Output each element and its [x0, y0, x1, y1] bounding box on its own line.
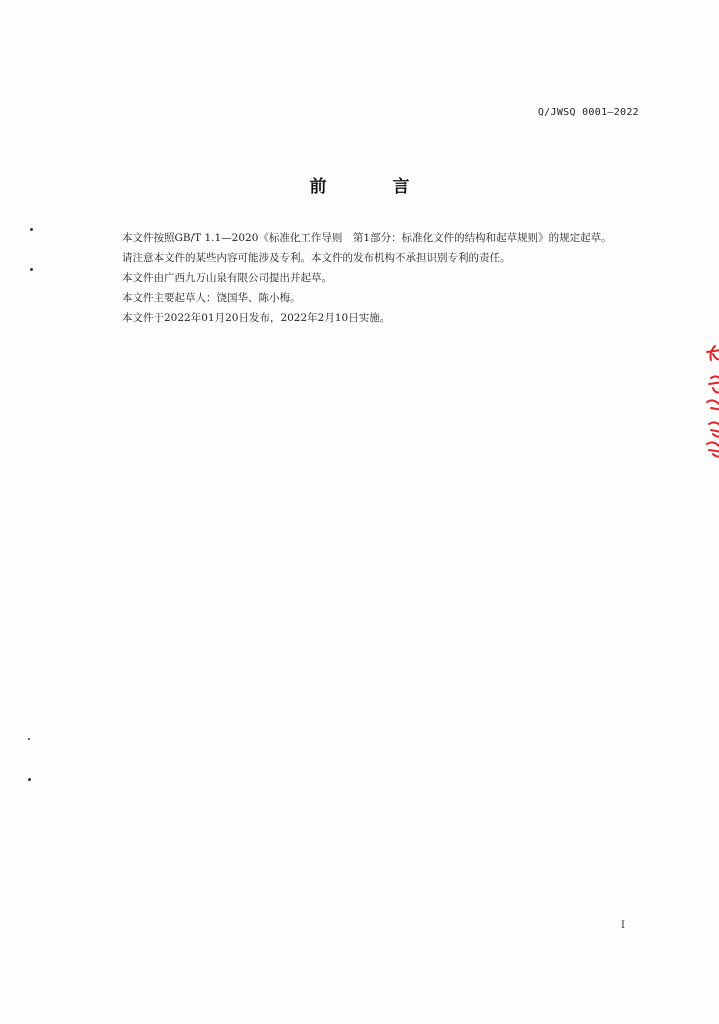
- paragraph-drafters: 本文件主要起草人：饶国华、陈小梅。: [122, 292, 301, 304]
- preface-body: [101, 228, 641, 328]
- paragraph-standard-basis: 本文件按照GB/T 1.1—2020《标准化工作导则 第1部分：标准化文件的结构和起草规则》的规定起草。: [122, 232, 612, 244]
- document-code: Q/JWSQ 0001—2022: [537, 107, 639, 118]
- scan-speck: [30, 268, 33, 271]
- paragraph-patent-notice: 请注意本文件的某些内容可能涉及专利。本文件的发布机构不承担识别专利的责任。: [122, 252, 511, 264]
- seal-stamp-fragment: [701, 340, 719, 460]
- section-title: 前 言: [309, 177, 440, 197]
- scan-speck: [30, 228, 33, 231]
- paragraph-proposer: 本文件由广西九万山泉有限公司提出并起草。: [122, 272, 332, 284]
- paragraph-dates: 本文件于2022年01月20日发布，2022年2月10日实施。: [122, 312, 391, 324]
- page-number: I: [621, 920, 625, 931]
- scan-speck: [28, 778, 31, 781]
- scan-speck: [28, 738, 30, 740]
